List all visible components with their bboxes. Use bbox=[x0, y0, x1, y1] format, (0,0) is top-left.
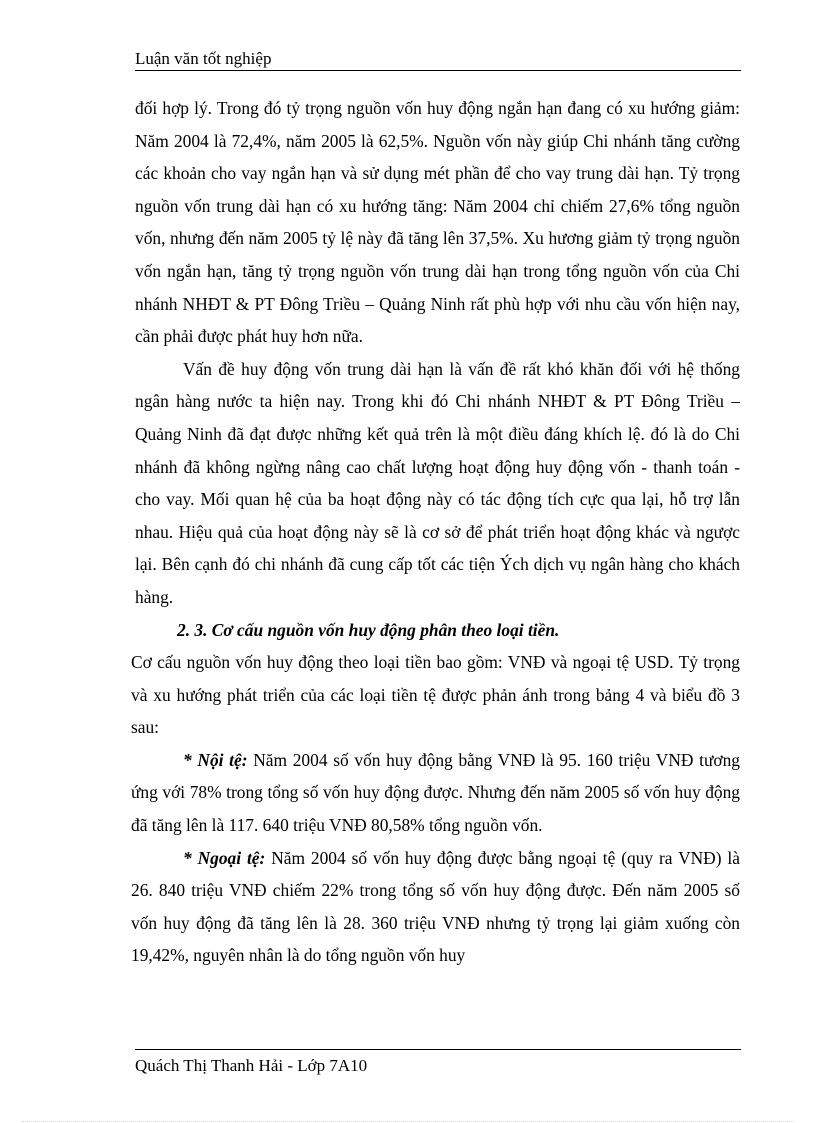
paragraph-currency-structure: Cơ cấu nguồn vốn huy động theo loại tiền bao gồm: VNĐ và ngoại tệ USD. Tỷ trọng và xu hướng phát triển của các loại tiền tệ được phản ánh trong bảng 4 và biểu đồ 3 sau: bbox=[131, 652, 740, 738]
paragraph-domestic-currency bbox=[131, 744, 740, 842]
footer-divider bbox=[135, 1049, 741, 1050]
paragraph-long-term-mobilization: Vấn đề huy động vốn trung dài hạn là vấn đề rất khó khăn đối với hệ thống ngân hàng nước ta hiện nay. Trong khi đó Chi nhánh NHĐT & PT Đông Triều – Quảng Ninh đã đạt được những kết quả trên là một điều đáng khích lệ. đó là do Chi nhánh đã không ngừng nâng cao chất lượng hoạt động huy động vốn - thanh toán - cho vay. Mối quan hệ của ba hoạt động này có tác động tích cực qua lại, hỗ trợ lẫn nhau. Hiệu quả của hoạt động này sẽ là cơ sở để phát triển hoạt động khác và ngược lại. Bên cạnh đó chi nhánh đã cung cấp tốt các tiện Ých dịch vụ ngân hàng cho khách hàng. bbox=[135, 358, 740, 607]
foreign-currency-label: * Ngoại tệ: bbox=[183, 847, 266, 868]
header-title: Luận văn tốt nghiệp bbox=[135, 49, 272, 68]
domestic-currency-text: Năm 2004 số vốn huy động bằng VNĐ là 95. 160 triệu VNĐ tương ứng với 78% trong tổng số vốn huy động được. Nhưng đến năm 2005 số vốn huy động đã tăng lên là 117. 640 triệu VNĐ 80,58% tổng nguồn vốn. bbox=[131, 749, 740, 836]
paragraph-capital-structure: đối hợp lý. Trong đó tỷ trọng nguồn vốn huy động ngắn hạn đang có xu hướng giảm: Năm 2004 là 72,4%, năm 2005 là 62,5%. Nguồn vốn này giúp Chi nhánh tăng cường các khoản cho vay ngắn hạn và sử dụng mét phần để cho vay trung dài hạn. Tỷ trọng nguồn vốn trung dài hạn có xu hướng tăng: Năm 2004 chỉ chiếm 27,6% tổng nguồn vốn, nhưng đến năm 2005 tỷ lệ này đã tăng lên 37,5%. Xu hương giảm tỷ trọng nguồn vốn ngắn hạn, tăng tỷ trọng nguồn vốn trung dài hạn trong tổng nguồn vốn của Chi nhánh NHĐT & PT Đông Triều – Quảng Ninh rất phù hợp với nhu cầu vốn hiện nay, cần phải được phát huy hơn nữa. bbox=[135, 98, 740, 347]
footer-author: Quách Thị Thanh Hải - Lớp 7A10 bbox=[135, 1056, 368, 1075]
domestic-currency-label: * Nội tệ: bbox=[183, 749, 248, 770]
page-edge-divider bbox=[22, 1121, 794, 1122]
document-body bbox=[131, 92, 740, 972]
section-heading: 2. 3. Cơ cấu nguồn vốn huy động phân theo loại tiền. bbox=[177, 619, 560, 640]
paragraph-foreign-currency bbox=[131, 842, 740, 972]
page-header bbox=[135, 48, 741, 71]
page-footer bbox=[135, 1055, 367, 1077]
foreign-currency-text: Năm 2004 số vốn huy động được bằng ngoại tệ (quy ra VNĐ) là 26. 840 triệu VNĐ chiếm 22% trong tổng số vốn huy động được. Đến năm 2005 số vốn huy động đã tăng lên là 28. 360 triệu VNĐ nhưng tỷ trọng lại giảm xuống còn 19,42%, nguyên nhân là do tổng nguồn vốn huy bbox=[131, 847, 740, 966]
currency-section bbox=[131, 646, 740, 972]
